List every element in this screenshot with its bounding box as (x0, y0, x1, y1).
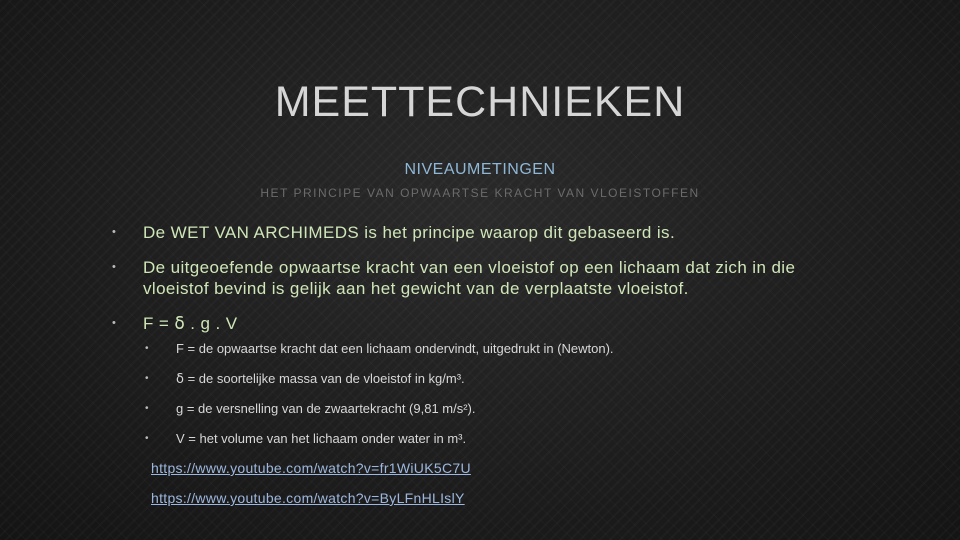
sub-bullet-item (145, 401, 865, 417)
bullet-icon: • (145, 343, 149, 354)
slide-subtitle-secondary: HET PRINCIPE VAN OPWAARTSE KRACHT VAN VLOEISTOFFEN (260, 186, 700, 200)
bullet-text: F = ẟ . g . V (143, 314, 238, 333)
sub-bullet-list (145, 401, 865, 417)
main-bullet-list (112, 222, 852, 334)
sub-bullet-text: V = het volume van het lichaam onder water in m³. (176, 431, 467, 446)
bullet-item (112, 313, 852, 334)
link-list (151, 490, 465, 506)
sub-bullet-item (145, 341, 865, 357)
bullet-text: De WET VAN ARCHIMEDS is het principe waarop dit gebaseerd is. (143, 223, 676, 242)
youtube-link[interactable]: https://www.youtube.com/watch?v=fr1WiUK5C7U (151, 460, 471, 476)
bullet-text: De uitgeoefende opwaartse kracht van een vloeistof op een lichaam dat zich in die vloeistof bevind is gelijk aan het gewicht van de verplaatste vloeistof. (143, 258, 796, 298)
sub-bullet-list (145, 371, 865, 387)
sub-bullet-text: g = de versnelling van de zwaartekracht (9,81 m/s²). (176, 401, 476, 416)
bullet-icon: • (145, 403, 149, 414)
bullet-item (112, 222, 852, 243)
sub-bullet-list (145, 431, 865, 447)
sub-bullet-item (145, 431, 865, 447)
youtube-link[interactable]: https://www.youtube.com/watch?v=ByLFnHLIslY (151, 490, 465, 506)
bullet-icon: • (145, 373, 149, 384)
bullet-icon: • (112, 226, 117, 238)
sub-bullet-text: F = de opwaartse kracht dat een lichaam ondervindt, uitgedrukt in (Newton). (176, 341, 614, 356)
slide-subtitle: NIVEAUMETINGEN (404, 161, 556, 178)
sub-bullet-list (145, 341, 865, 357)
bullet-icon: • (112, 317, 117, 329)
bullet-item (112, 257, 852, 299)
link-list (151, 460, 471, 476)
bullet-icon: • (145, 433, 149, 444)
sub-bullet-item (145, 371, 865, 387)
bullet-icon: • (112, 261, 117, 273)
slide-title: MEETTECHNIEKEN (274, 78, 686, 126)
sub-bullet-text: ẟ = de soortelijke massa van de vloeistof in kg/m³. (176, 371, 465, 386)
